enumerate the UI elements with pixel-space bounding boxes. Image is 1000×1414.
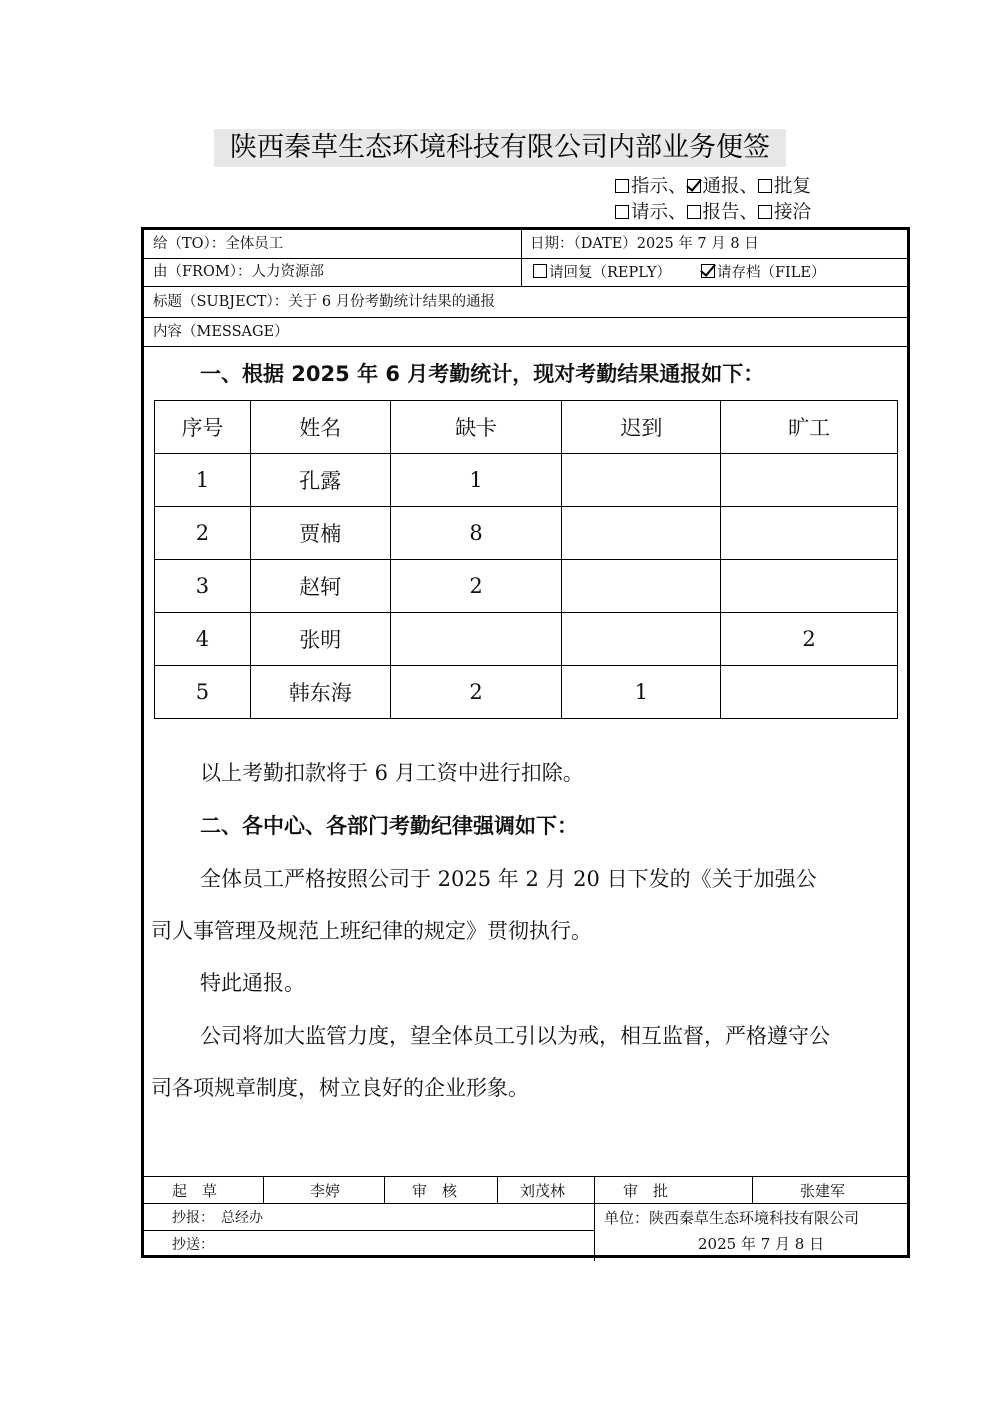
table-row [155,560,898,613]
table-cell: 韩东海 [250,666,390,719]
table-cell: 赵轲 [250,560,390,613]
reviewer-name: 刘茂林 [520,1182,566,1200]
review-label: 审 核 [412,1182,458,1200]
doc-type-options [615,174,811,226]
to-field: 给（TO）：全体员工 [153,236,284,252]
column-header: 缺卡 [390,401,562,454]
doc-type-option[interactable]: 指示、 [615,176,687,197]
paragraph-line: 公司将加大监管力度，望全体员工引以为戒，相互监督，严格遵守公 [200,1024,830,1048]
paragraph-line: 司各项规章制度，树立良好的企业形象。 [151,1076,529,1100]
checkbox-icon[interactable] [687,205,701,219]
page-title: 陕西秦草生态环境科技有限公司内部业务便签 [214,129,786,167]
column-header: 迟到 [562,401,721,454]
divider [144,317,907,318]
table-header-row [155,401,898,454]
divider [144,346,907,347]
divider [144,258,907,259]
section-heading-2: 二、各中心、各部门考勤纪律强调如下： [200,814,578,838]
column-header: 序号 [155,401,251,454]
section-heading-1: 一、根据 2025 年 6 月考勤统计，现对考勤结果通报如下： [200,362,765,386]
draft-label: 起 草 [172,1182,218,1200]
column-header: 旷工 [721,401,898,454]
divider [144,1176,907,1177]
checkbox-icon[interactable] [533,264,547,278]
table-cell: 2 [390,666,562,719]
table-row [155,507,898,560]
divider [752,1176,753,1203]
divider [144,1203,907,1204]
table-cell: 3 [155,560,251,613]
divider [384,1176,385,1203]
table-cell: 1 [155,454,251,507]
attendance-table [154,400,898,719]
divider [594,1176,595,1261]
checkbox-icon[interactable] [758,179,772,193]
notice-text: 特此通报。 [200,971,305,995]
file-option[interactable]: 请存档（FILE） [701,264,826,281]
divider [521,230,522,286]
doc-type-option[interactable]: 报告、 [687,202,759,223]
checkbox-icon[interactable] [758,205,772,219]
checkbox-icon[interactable] [615,179,629,193]
checked-checkbox-icon[interactable] [701,264,715,278]
table-cell: 张明 [250,613,390,666]
cc-report: 抄报： 总经办 [172,1210,263,1226]
table-cell: 贾楠 [250,507,390,560]
table-cell [390,613,562,666]
table-cell: 4 [155,613,251,666]
date-field: 日期：（DATE）2025 年 7 月 8 日 [530,236,759,252]
table-cell: 5 [155,666,251,719]
memo-form [141,227,910,1258]
paragraph-line: 全体员工严格按照公司于 2025 年 2 月 20 日下发的《关于加强公 [200,867,817,891]
approve-label: 审 批 [623,1182,669,1200]
reply-option[interactable]: 请回复（REPLY） [533,264,671,281]
doc-type-option[interactable]: 批复 [758,176,811,197]
drafter-name: 李婷 [310,1182,341,1200]
table-cell: 2 [155,507,251,560]
divider [144,286,907,287]
checked-checkbox-icon[interactable] [687,179,701,193]
issuing-unit: 单位：陕西秦草生态环境科技有限公司 [604,1209,860,1227]
divider [263,1176,264,1203]
column-header: 姓名 [250,401,390,454]
footer-date: 2025 年 7 月 8 日 [698,1235,825,1253]
divider [497,1176,498,1203]
doc-type-option[interactable]: 请示、 [615,202,687,223]
subject-field: 标题（SUBJECT）：关于 6 月份考勤统计结果的通报 [153,294,496,310]
table-cell: 1 [562,666,721,719]
deduction-note: 以上考勤扣款将于 6 月工资中进行扣除。 [200,761,584,785]
table-row [155,454,898,507]
table-row [155,613,898,666]
doc-type-option[interactable]: 通报、 [687,176,759,197]
table-cell: 孔露 [250,454,390,507]
cc-send: 抄送： [172,1237,214,1253]
doc-type-option[interactable]: 接洽 [758,202,811,223]
table-cell [562,507,721,560]
from-field: 由（FROM）：人力资源部 [153,264,324,280]
table-cell: 2 [721,613,898,666]
table-cell [721,560,898,613]
checkbox-icon[interactable] [615,205,629,219]
table-cell [562,560,721,613]
table-cell: 8 [390,507,562,560]
table-cell [721,666,898,719]
table-cell: 1 [390,454,562,507]
divider [144,1230,594,1231]
table-cell: 2 [390,560,562,613]
table-row [155,666,898,719]
table-cell [562,613,721,666]
approver-name: 张建军 [800,1182,846,1200]
table-cell [721,507,898,560]
table-cell [562,454,721,507]
paragraph-line: 司人事管理及规范上班纪律的规定》贯彻执行。 [151,919,592,943]
message-label: 内容（MESSAGE） [153,324,289,340]
table-cell [721,454,898,507]
